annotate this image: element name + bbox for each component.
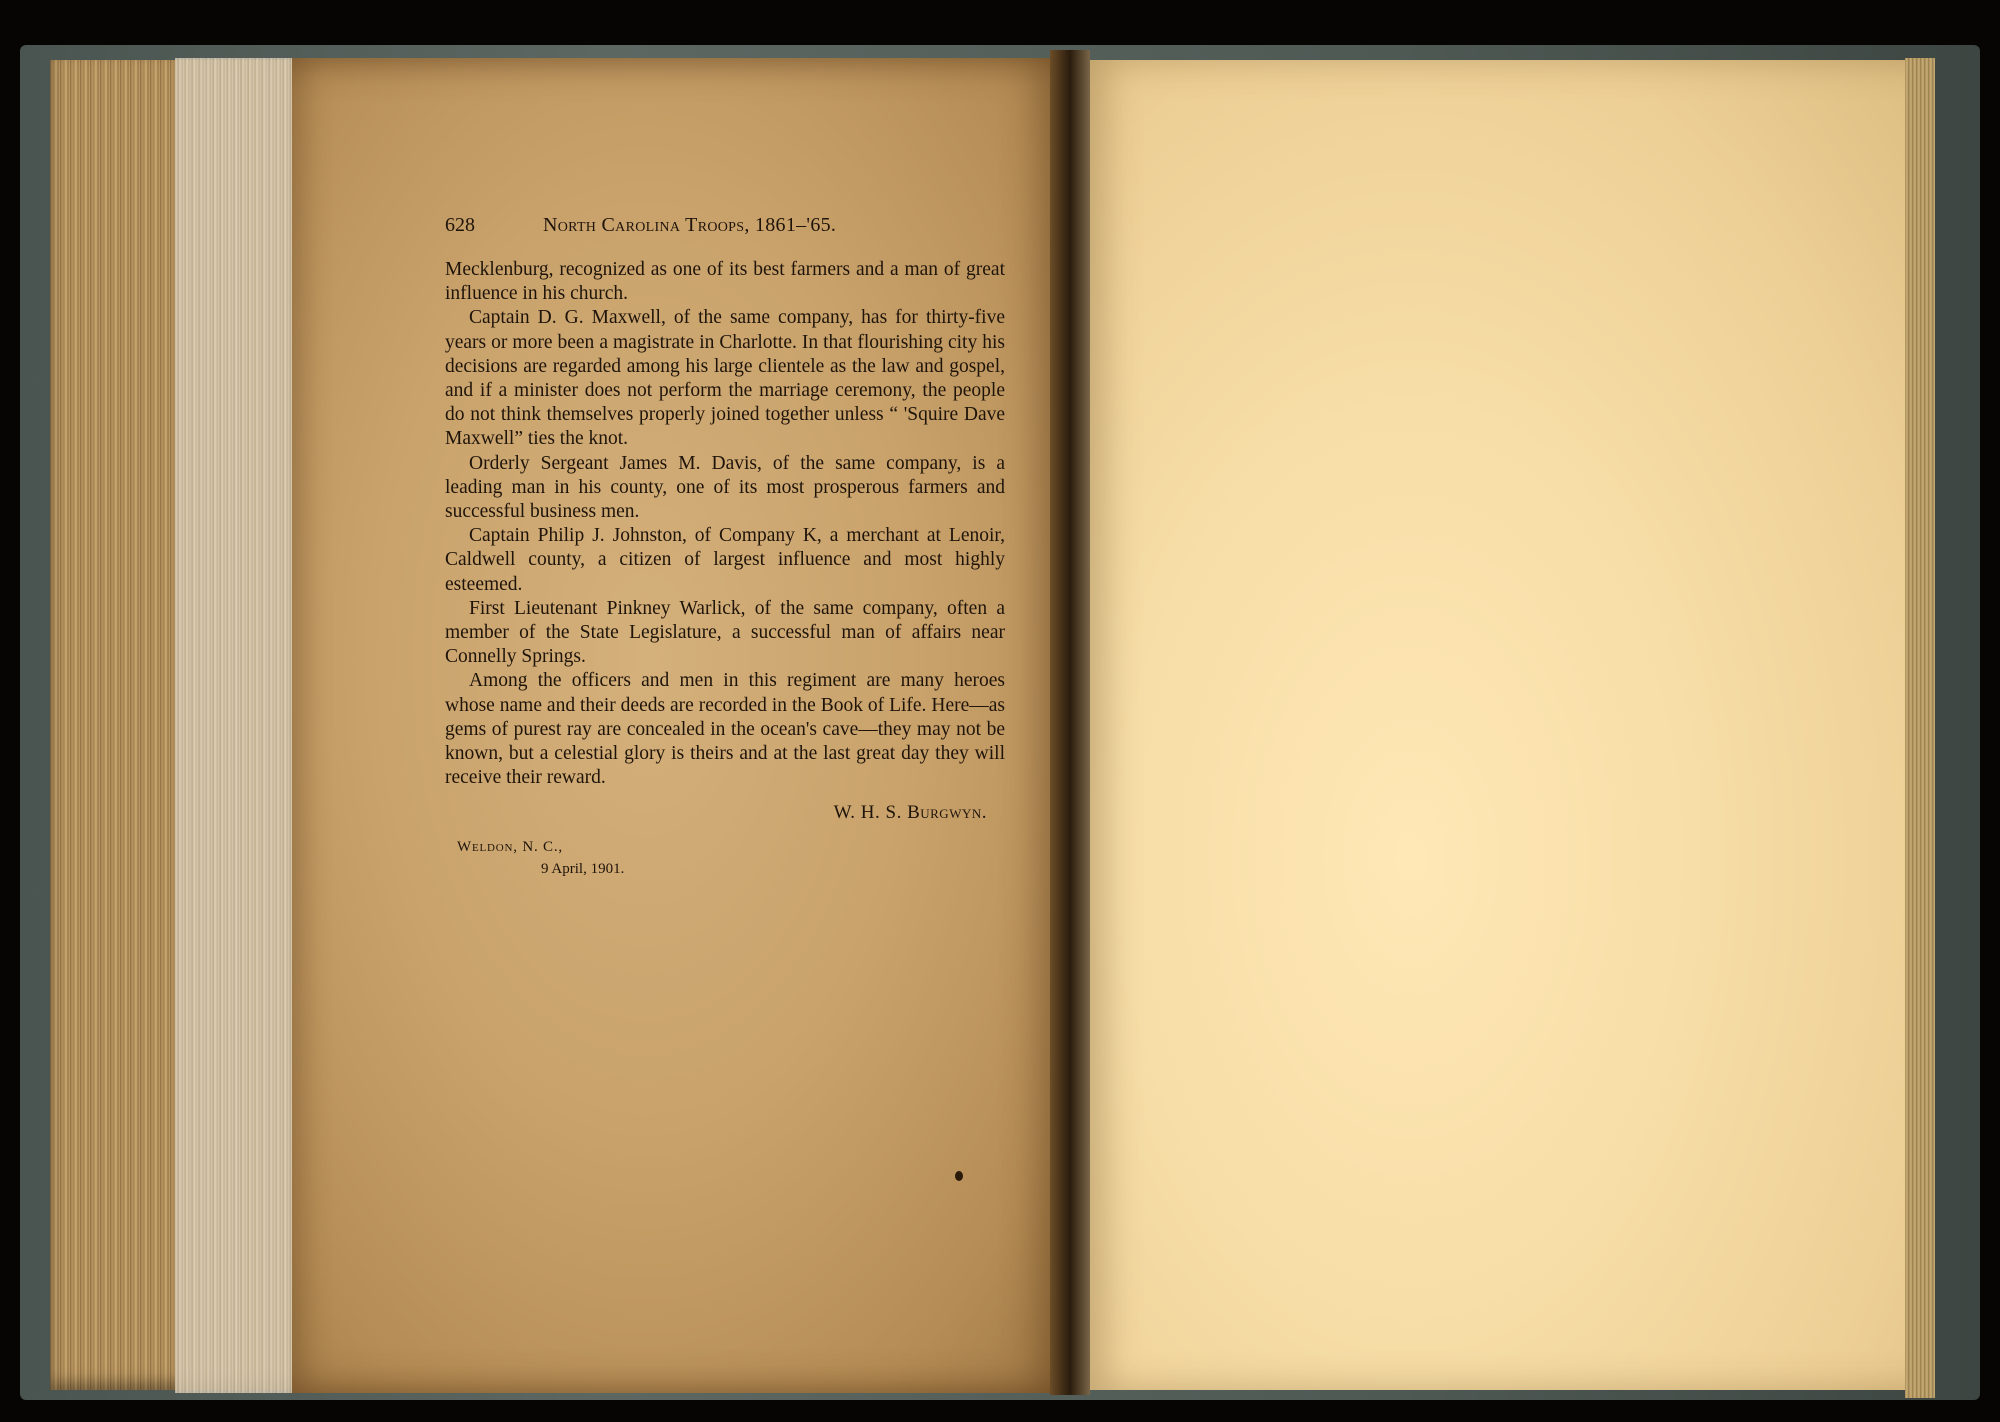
paragraph-5: First Lieutenant Pinkney Warlick, of the same company, often a member of the State Legislature, a successful man of affairs near Connelly Springs. [445,597,1005,668]
right-page-edges [1905,58,1935,1398]
signature-initials: W. H. S. [833,802,902,824]
signature-surname: Burgwyn. [907,802,987,824]
dateline-date: 9 April, 1901. [541,861,625,878]
paragraph-1: Mecklenburg, recognized as one of its best farmers and a man of great influence in his church. [445,259,1005,305]
left-page-edges-light [175,58,300,1393]
paragraph-2: Captain D. G. Maxwell, of the same company, has for thirty-five years or more been a magistrate in Charlotte. In that flourishing city his decisions are regarded among his large clientele as the law and gospel, and if a minister does not perform the marriage ceremony, the people do not think themselves properly joined together unless “ 'Squire Dave Maxwell” ties the knot. [445,307,1005,450]
running-header [445,214,1005,246]
page-text [445,214,1005,880]
paragraph-3: Orderly Sergeant James M. Davis, of the same company, is a leading man in his county, one of its most prosperous farmers and successful business men. [445,452,1005,523]
signature [445,802,1005,824]
page-number: 628 [445,214,475,236]
book-gutter [1050,50,1090,1395]
dateline-place: Weldon, N. C., [457,839,563,856]
dateline [445,836,1005,880]
paragraph-4: Captain Philip J. Johnston, of Company K, a merchant at Lenoir, Caldwell county, a citizen of largest influence and most highly esteemed. [445,525,1005,595]
ink-spot [955,1171,963,1181]
right-page-blank [1075,60,1915,1390]
paragraph-6: Among the officers and men in this regiment are many heroes whose name and their deeds are recorded in the Book of Life. Here—as gems of purest ray are concealed in the ocean's cave—they may not be known, but a celestial glory is theirs and at the last great day they will receive their reward. [445,670,1005,789]
running-title: North Carolina Troops, 1861–'65. [543,214,837,236]
